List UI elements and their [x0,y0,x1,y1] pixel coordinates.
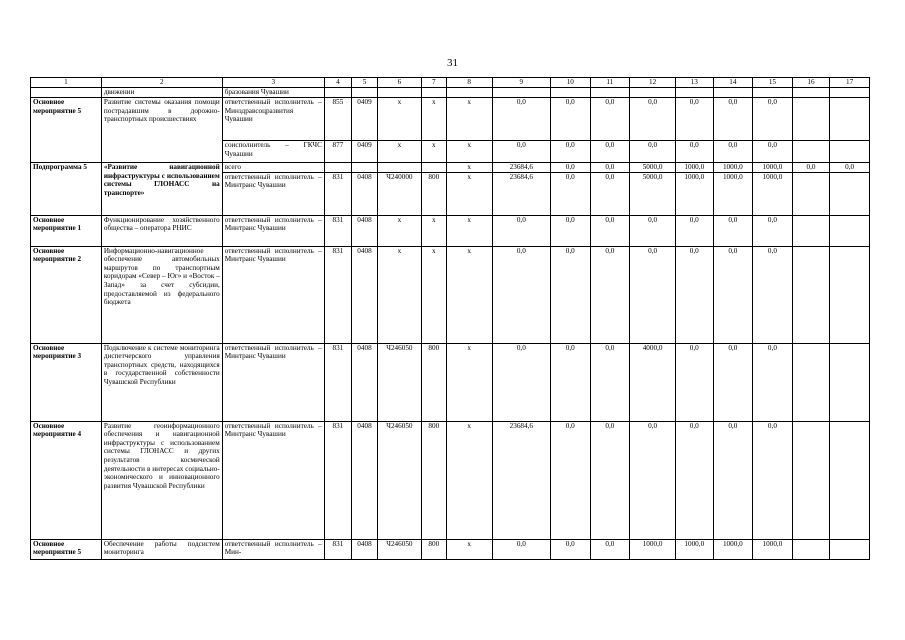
cell-value [792,98,830,141]
cell-title [31,88,102,98]
cell-executor: ответственный исполнитель – Минтранс Чувашии [222,172,324,215]
table-row [31,343,870,421]
cell-rzpr: 0408 [351,215,377,246]
cell-value: 0,0 [550,98,590,141]
cell-csr: x [378,215,422,246]
cell-value: 0,0 [590,343,630,421]
cell-value: 1000,0 [713,172,753,215]
cell-value [830,141,870,163]
col-num: 5 [351,78,377,88]
cell-value [630,88,676,98]
page-number: 31 [447,57,458,69]
cell-value: 1000,0 [676,539,714,559]
cell-value: 0,0 [590,421,630,539]
cell-value: 0,0 [676,141,714,163]
cell-csr: x [378,141,422,163]
cell-csr [378,163,422,173]
cell-value: 0,0 [792,163,830,173]
cell-value: 0,0 [713,141,753,163]
col-num: 15 [753,78,793,88]
cell-value: 0,0 [590,539,630,559]
table-row [31,539,870,559]
cell-csr: Ч246050 [378,539,422,559]
cell-value: 1000,0 [753,172,793,215]
cell-description: Развитие геоинформационного обеспечения и навигационной инфраструктуры с использованием системы ГЛОНАСС и других результатов космической деятельности в интересах социально-экономического и инновационного развития Чувашской Республики [101,421,222,539]
cell-value: 0,0 [630,421,676,539]
cell-value [792,421,830,539]
budget-table [30,77,870,560]
cell-source [446,88,492,98]
cell-value: 23684,6 [492,163,550,173]
cell-executor: ответственный исполнитель – Минтранс Чувашии [222,421,324,539]
cell-value: 0,0 [830,163,870,173]
cell-executor: ответственный исполнитель – Минздравсоцразвития Чувашии [222,98,324,141]
col-num: 11 [590,78,630,88]
cell-value: 0,0 [492,98,550,141]
cell-grbs: 831 [324,421,351,539]
cell-grbs: 877 [324,141,351,163]
cell-value: 0,0 [590,141,630,163]
cell-value: 0,0 [492,539,550,559]
cell-value [713,88,753,98]
cell-executor: ответственный исполнитель – Минтранс Чувашии [222,215,324,246]
cell-value: 0,0 [492,246,550,343]
cell-value [792,141,830,163]
cell-source: x [446,98,492,141]
cell-value: 0,0 [676,98,714,141]
cell-executor: бразования Чувашии [222,88,324,98]
cell-csr: Ч246050 [378,343,422,421]
cell-value [830,421,870,539]
cell-title: Основное мероприятие 5 [31,98,102,163]
cell-rzpr [351,88,377,98]
cell-csr: Ч240000 [378,172,422,215]
cell-value [676,88,714,98]
table-row [31,215,870,246]
cell-source: x [446,539,492,559]
cell-grbs: 831 [324,215,351,246]
col-num: 10 [550,78,590,88]
cell-value [830,215,870,246]
table-row [31,163,870,173]
cell-value: 0,0 [550,163,590,173]
cell-value [590,88,630,98]
cell-value: 0,0 [713,246,753,343]
col-num: 9 [492,78,550,88]
cell-title: Основное мероприятие 1 [31,215,102,246]
col-num: 6 [378,78,422,88]
cell-value: 1000,0 [713,163,753,173]
cell-vr: 800 [421,172,446,215]
cell-description: Информационно-навигационное обеспечение автомобильных маршрутов по транспортным коридорам «Север – Юг» и «Восток – Запад» за счет субсидии, предоставляемой из федерального бюджета [101,246,222,343]
cell-value [792,215,830,246]
table-row [31,421,870,539]
cell-vr: x [421,215,446,246]
cell-value: 0,0 [753,98,793,141]
cell-value [830,88,870,98]
cell-csr [378,88,422,98]
cell-description: Функционирование хозяйственного общества – оператора РНИС [101,215,222,246]
cell-description: Обеспечение работы подсистем мониторинга [101,539,222,559]
cell-title: Подпрограмма 5 [31,163,102,216]
cell-value: 0,0 [550,141,590,163]
cell-value: 0,0 [590,163,630,173]
cell-vr [421,163,446,173]
cell-value: 0,0 [590,98,630,141]
col-num: 4 [324,78,351,88]
cell-vr: 800 [421,421,446,539]
cell-description: «Развитие навигационной инфраструктуры с использованием системы ГЛОНАСС на транспорте» [101,163,222,216]
col-num: 8 [446,78,492,88]
cell-value: 1000,0 [713,539,753,559]
cell-value [792,246,830,343]
cell-value [830,246,870,343]
cell-value: 1000,0 [753,539,793,559]
cell-rzpr [351,163,377,173]
cell-executor: всего [222,163,324,173]
col-num: 3 [222,78,324,88]
cell-value [792,343,830,421]
cell-value: 4000,0 [630,343,676,421]
cell-value [830,172,870,215]
cell-value [550,88,590,98]
cell-value [830,539,870,559]
cell-value: 0,0 [492,215,550,246]
cell-grbs: 855 [324,98,351,141]
cell-value: 5000,0 [630,172,676,215]
cell-value: 1000,0 [630,539,676,559]
cell-csr: Ч246050 [378,421,422,539]
cell-description: Развитие системы оказания помощи пострадавшим в дорожно-транспортных происшествиях [101,98,222,163]
cell-grbs: 831 [324,343,351,421]
cell-value: 5000,0 [630,163,676,173]
cell-rzpr: 0408 [351,172,377,215]
cell-value: 0,0 [713,343,753,421]
cell-value: 23684,6 [492,172,550,215]
cell-value [830,343,870,421]
cell-title: Основное мероприятие 5 [31,539,102,559]
cell-value: 0,0 [590,215,630,246]
cell-executor: ответственный исполнитель – Минтранс Чувашии [222,343,324,421]
cell-value: 1000,0 [676,163,714,173]
cell-value: 1000,0 [676,172,714,215]
cell-value: 0,0 [630,246,676,343]
cell-vr: x [421,246,446,343]
cell-value [492,88,550,98]
col-num: 12 [630,78,676,88]
cell-rzpr: 0408 [351,246,377,343]
cell-value: 0,0 [630,215,676,246]
cell-value: 0,0 [753,246,793,343]
cell-grbs [324,88,351,98]
cell-value: 1000,0 [753,163,793,173]
col-num: 16 [792,78,830,88]
cell-value: 0,0 [550,215,590,246]
cell-source: x [446,215,492,246]
cell-value: 0,0 [492,141,550,163]
cell-grbs: 831 [324,172,351,215]
cell-value: 0,0 [753,215,793,246]
cell-csr: x [378,246,422,343]
cell-value: 0,0 [492,343,550,421]
cell-value: 0,0 [676,246,714,343]
table-row [31,98,870,141]
cell-value: 0,0 [676,343,714,421]
cell-vr: 800 [421,539,446,559]
cell-executor: соисполнитель – ГКЧС Чувашии [222,141,324,163]
col-num: 13 [676,78,714,88]
cell-rzpr: 0408 [351,539,377,559]
cell-value: 0,0 [676,215,714,246]
table-row [31,246,870,343]
cell-value [792,539,830,559]
cell-source: x [446,246,492,343]
cell-value [792,88,830,98]
cell-value: 0,0 [753,343,793,421]
cell-description: движении [101,88,222,98]
cell-rzpr: 0408 [351,343,377,421]
cell-csr: x [378,98,422,141]
cell-grbs: 831 [324,246,351,343]
cell-rzpr: 0409 [351,98,377,141]
column-number-row [31,78,870,88]
cell-title: Основное мероприятие 3 [31,343,102,421]
cell-value: 0,0 [630,141,676,163]
cell-description: Подключение к системе мониторинга диспетчерского управления транспортных средств, находящихся в государственной собственности Чувашской Республики [101,343,222,421]
cell-grbs [324,163,351,173]
cell-source: x [446,172,492,215]
cell-source: x [446,343,492,421]
col-num: 17 [830,78,870,88]
cell-value: 0,0 [550,246,590,343]
cell-grbs: 831 [324,539,351,559]
col-num: 7 [421,78,446,88]
table-row [31,88,870,98]
cell-executor: ответственный исполнитель – Минтранс Чувашии [222,246,324,343]
cell-title: Основное мероприятие 4 [31,421,102,539]
cell-value: 0,0 [550,421,590,539]
cell-vr: 800 [421,343,446,421]
cell-value: 0,0 [713,98,753,141]
cell-value: 23684,6 [492,421,550,539]
cell-value: 0,0 [713,421,753,539]
cell-value [830,98,870,141]
cell-value: 0,0 [676,421,714,539]
cell-vr: x [421,98,446,141]
cell-source: x [446,141,492,163]
cell-executor: ответственный исполнитель – Мин- [222,539,324,559]
cell-vr: x [421,141,446,163]
cell-value: 0,0 [550,172,590,215]
col-num: 1 [31,78,102,88]
cell-value [792,172,830,215]
cell-title: Основное мероприятие 2 [31,246,102,343]
cell-value: 0,0 [753,141,793,163]
cell-vr [421,88,446,98]
cell-value: 0,0 [590,246,630,343]
cell-value: 0,0 [713,215,753,246]
cell-value: 0,0 [630,98,676,141]
cell-value [753,88,793,98]
col-num: 2 [101,78,222,88]
cell-value: 0,0 [550,539,590,559]
cell-source: x [446,163,492,173]
col-num: 14 [713,78,753,88]
cell-rzpr: 0409 [351,141,377,163]
cell-value: 0,0 [590,172,630,215]
cell-rzpr: 0408 [351,421,377,539]
cell-value: 0,0 [550,343,590,421]
cell-value: 0,0 [753,421,793,539]
cell-source: x [446,421,492,539]
